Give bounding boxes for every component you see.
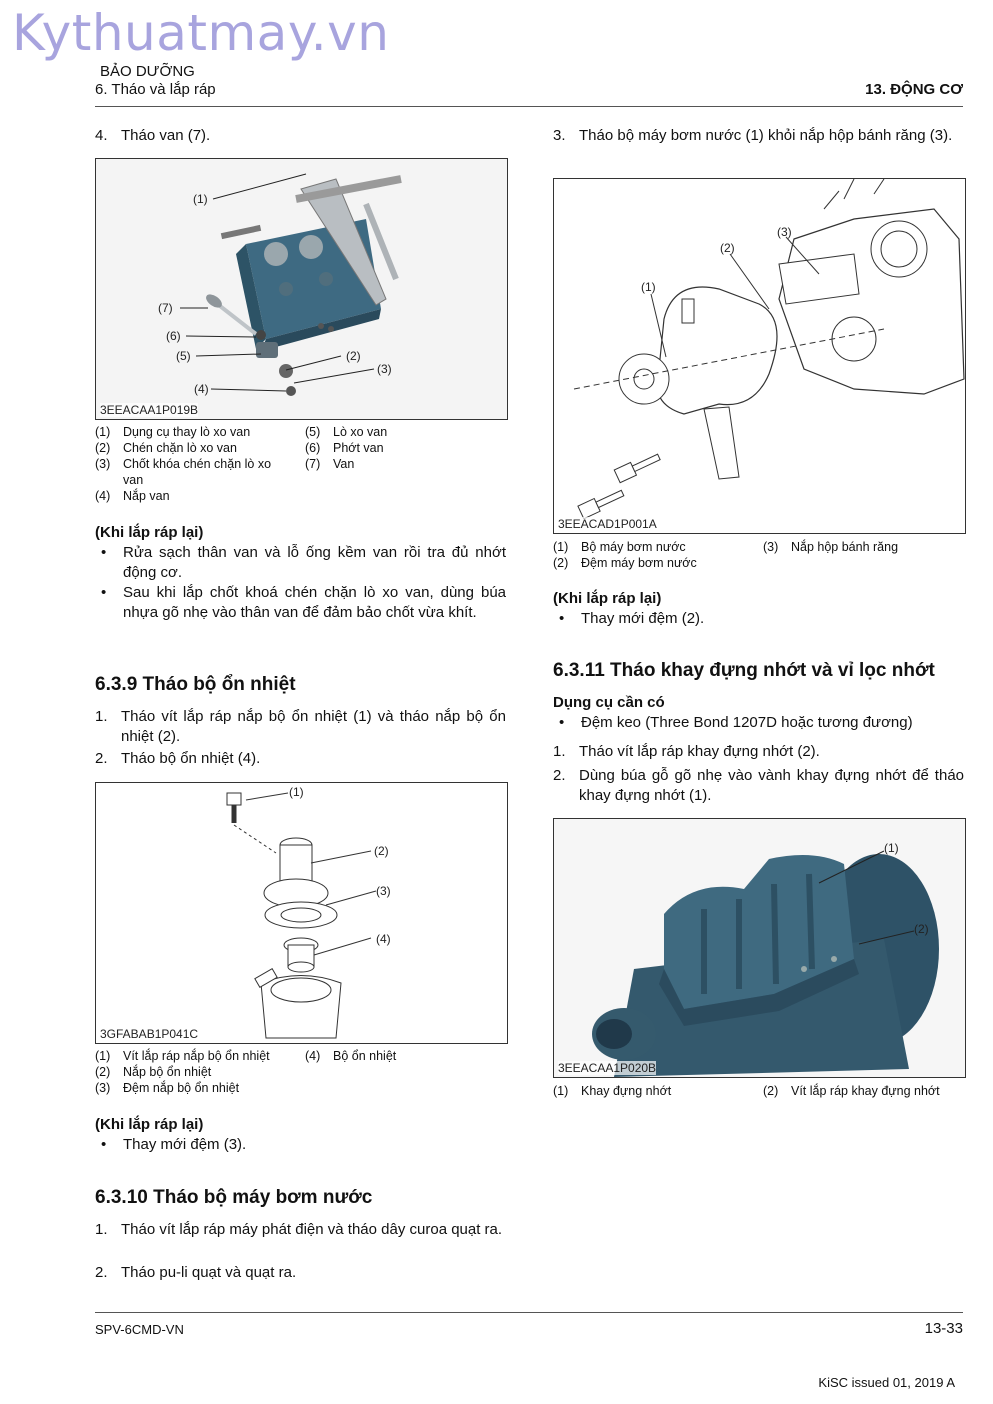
- caption-item: (2) Đệm máy bơm nước: [553, 556, 697, 570]
- caption-item: (1) Bộ máy bơm nước: [553, 540, 686, 554]
- figure-code: 3EEACAA1P020B: [558, 1061, 657, 1075]
- callout-1: (1): [884, 841, 899, 855]
- callout-2: (2): [374, 844, 389, 858]
- caption-item: (7) Van: [305, 457, 355, 471]
- callout-4: (4): [376, 932, 391, 946]
- bullet-item: • Đệm keo (Three Bond 1207D hoặc tương đương): [559, 714, 913, 731]
- caption-item: (6) Phớt van: [305, 441, 384, 455]
- figure-code: 3GFABAB1P041C: [100, 1027, 199, 1041]
- step-item: 1. Tháo vít lắp ráp nắp bộ ổn nhiệt (1) và tháo nắp bộ ổn nhiệt (2).: [95, 708, 506, 745]
- callout-5: (5): [176, 349, 191, 363]
- figure-oil-pan: [553, 818, 966, 1078]
- section-title-thermostat: 6.3.9 Tháo bộ ổn nhiệt: [95, 674, 296, 695]
- step-remove-water-pump: 3. Tháo bộ máy bơm nước (1) khỏi nắp hộp bánh răng (3).: [553, 127, 953, 144]
- step-remove-valve: 4. Tháo van (7).: [95, 127, 211, 144]
- callout-4: (4): [194, 382, 209, 396]
- header-chapter: 13. ĐỘNG CƠ: [865, 81, 963, 98]
- caption-item: (2) Chén chặn lò xo van: [95, 441, 237, 455]
- callout-2: (2): [914, 922, 929, 936]
- watermark-logo: Kythuatmay.vn: [12, 4, 390, 62]
- reassembly-heading: (Khi lắp ráp lại): [95, 524, 204, 541]
- figure-thermostat: [95, 782, 508, 1044]
- footer-issued: KiSC issued 01, 2019 A: [818, 1375, 955, 1390]
- section-title-water-pump: 6.3.10 Tháo bộ máy bơm nước: [95, 1187, 373, 1208]
- callout-7: (7): [158, 301, 173, 315]
- water-pump-illustration: [554, 179, 965, 533]
- valve-removal-illustration: [96, 159, 507, 419]
- caption-item: (4) Bộ ổn nhiệt: [305, 1049, 397, 1063]
- caption-item: (3) Chốt khóa chén chặn lò xo van: [95, 457, 272, 487]
- caption-item: (3) Đệm nắp bộ ổn nhiệt: [95, 1081, 240, 1095]
- header-subsection: 6. Tháo và lắp ráp: [95, 81, 216, 98]
- footer-page-number: 13-33: [924, 1320, 963, 1337]
- section-title-oil-pan: 6.3.11 Tháo khay đựng nhớt và vỉ lọc nhớt: [553, 660, 935, 681]
- callout-1: (1): [641, 280, 656, 294]
- bullet-item: • Rửa sạch thân van và lỗ ống kềm van rồi tra đủ nhớt động cơ.: [101, 544, 506, 581]
- bullet-item: • Sau khi lắp chốt khoá chén chặn lò xo van, dùng búa nhựa gõ nhẹ vào thân van để đảm bảo chốt vừa khít.: [101, 584, 506, 621]
- step-item: 2. Tháo pu-li quạt và quạt ra.: [95, 1264, 297, 1281]
- callout-1: (1): [289, 785, 304, 799]
- callout-2: (2): [720, 241, 735, 255]
- header-rule: [95, 106, 963, 107]
- header-category: BẢO DƯỠNG: [100, 63, 195, 80]
- thermostat-illustration: [96, 783, 507, 1043]
- caption-item: (1) Khay đựng nhớt: [553, 1084, 672, 1098]
- figure-water-pump: [553, 178, 966, 534]
- callout-2: (2): [346, 349, 361, 363]
- step-item: 2. Tháo bộ ổn nhiệt (4).: [95, 750, 261, 767]
- caption-item: (5) Lò xo van: [305, 425, 388, 439]
- step-item: 1. Tháo vít lắp ráp khay đựng nhớt (2).: [553, 743, 820, 760]
- step-item: 2. Dùng búa gỗ gõ nhẹ vào vành khay đựng nhớt để tháo khay đựng nhớt (1).: [553, 767, 964, 804]
- tools-heading: Dụng cụ cần có: [553, 694, 665, 711]
- step-item: 1. Tháo vít lắp ráp máy phát điện và tháo dây curoa quạt ra.: [95, 1221, 503, 1238]
- callout-3: (3): [376, 884, 391, 898]
- reassembly-heading: (Khi lắp ráp lại): [553, 590, 662, 607]
- figure-valve-removal: [95, 158, 508, 420]
- caption-item: (1) Vít lắp ráp nắp bộ ổn nhiệt: [95, 1049, 270, 1063]
- callout-1: (1): [193, 192, 208, 206]
- callout-6: (6): [166, 329, 181, 343]
- footer-rule: [95, 1312, 963, 1313]
- footer-doc-code: SPV-6CMD-VN: [95, 1322, 184, 1337]
- callout-3: (3): [377, 362, 392, 376]
- callout-3: (3): [777, 225, 792, 239]
- caption-item: (2) Vít lắp ráp khay đựng nhớt: [763, 1084, 940, 1098]
- oil-pan-illustration: [554, 819, 965, 1077]
- bullet-item: • Thay mới đệm (3).: [101, 1136, 247, 1153]
- bullet-item: • Thay mới đệm (2).: [559, 610, 705, 627]
- figure-code: 3EEACAD1P001A: [558, 517, 657, 531]
- caption-item: (2) Nắp bộ ổn nhiệt: [95, 1065, 212, 1079]
- caption-item: (4) Nắp van: [95, 489, 170, 503]
- caption-item: (1) Dụng cụ thay lò xo van: [95, 425, 251, 439]
- caption-item: (3) Nắp hộp bánh răng: [763, 540, 899, 554]
- reassembly-heading: (Khi lắp ráp lại): [95, 1116, 204, 1133]
- figure-code: 3EEACAA1P019B: [100, 403, 199, 417]
